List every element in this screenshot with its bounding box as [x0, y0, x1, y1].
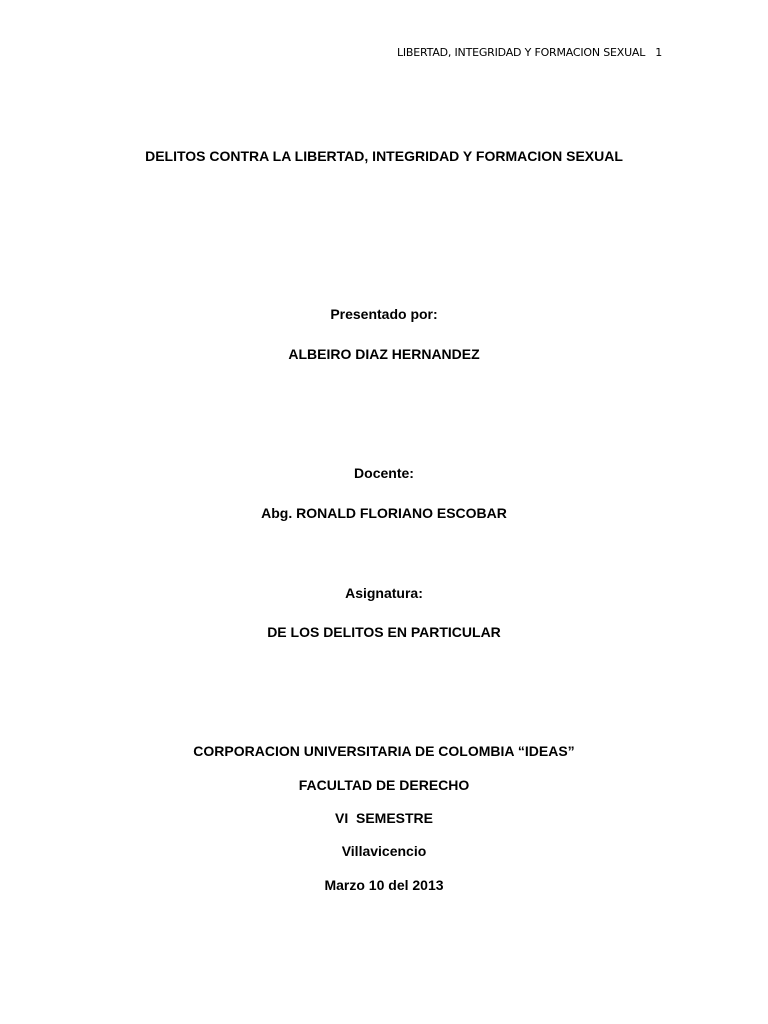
presented-by-label: Presentado por: — [330, 306, 438, 322]
subject-label: Asignatura: — [345, 585, 423, 601]
teacher-name: Abg. RONALD FLORIANO ESCOBAR — [261, 505, 507, 521]
teacher-label: Docente: — [354, 465, 414, 481]
running-header — [0, 46, 662, 59]
page-number: 1 — [655, 46, 662, 59]
date: Marzo 10 del 2013 — [324, 877, 444, 893]
author-name: ALBEIRO DIAZ HERNANDEZ — [288, 346, 480, 362]
running-header-title: LIBERTAD, INTEGRIDAD Y FORMACION SEXUAL — [396, 46, 646, 59]
semester: VI SEMESTRE — [334, 810, 434, 826]
city: Villavicencio — [341, 843, 427, 859]
subject-name: DE LOS DELITOS EN PARTICULAR — [267, 624, 501, 640]
institution-name: CORPORACION UNIVERSITARIA DE COLOMBIA “IDEAS” — [193, 743, 575, 759]
faculty-name: FACULTAD DE DERECHO — [298, 777, 470, 793]
document-title: DELITOS CONTRA LA LIBERTAD, INTEGRIDAD Y FORMACION SEXUAL — [145, 148, 623, 164]
